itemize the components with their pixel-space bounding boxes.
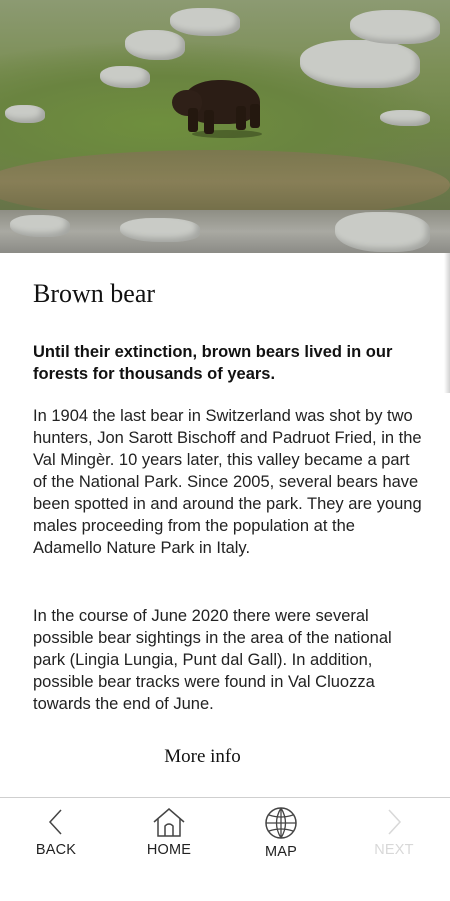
globe-icon (236, 806, 326, 840)
more-info-link[interactable]: More info (164, 746, 241, 767)
back-label: BACK (35, 842, 77, 858)
bear-figure (172, 74, 262, 138)
chevron-right-icon (349, 806, 439, 838)
rock (5, 105, 45, 123)
house-icon (124, 806, 214, 838)
rock (10, 215, 70, 237)
rock (100, 66, 150, 88)
article-card (0, 253, 450, 797)
map-button[interactable] (236, 806, 326, 866)
article-title: Brown bear (33, 279, 156, 308)
hero-image-bear (0, 0, 450, 253)
scroll-shadow (444, 253, 450, 393)
next-button[interactable] (349, 806, 439, 866)
rock (170, 8, 240, 36)
next-label: NEXT (374, 842, 414, 858)
bottom-nav (0, 797, 450, 901)
rock (335, 212, 430, 252)
home-label: HOME (146, 842, 192, 858)
rock (125, 30, 185, 60)
map-label: MAP (264, 844, 298, 860)
chevron-left-icon (11, 806, 101, 838)
rock (350, 10, 440, 44)
rock (380, 110, 430, 126)
article-paragraph-1: In 1904 the last bear in Switzerland was shot by two hunters, Jon Sarott Bischoff and Padruot Fried, in the Val Mingèr. 10 years later, this valley became a part of the National Park. Since 2005, several bears have been spotted in and around the park. They are young males proceeding from the population at the Adamello Nature Park in Italy. (33, 407, 422, 557)
rock (120, 218, 200, 242)
back-button[interactable] (11, 806, 101, 866)
article-lead: Until their extinction, brown bears lived in our forests for thousands of years. (33, 343, 393, 383)
article-paragraph-2: In the course of June 2020 there were several possible bear sightings in the area of the national park (Lingia Lungia, Punt dal Gall). In addition, possible bear tracks were found in Val Cluozza towards the end of June. (33, 607, 392, 713)
rock (300, 40, 420, 88)
home-button[interactable] (124, 806, 214, 866)
